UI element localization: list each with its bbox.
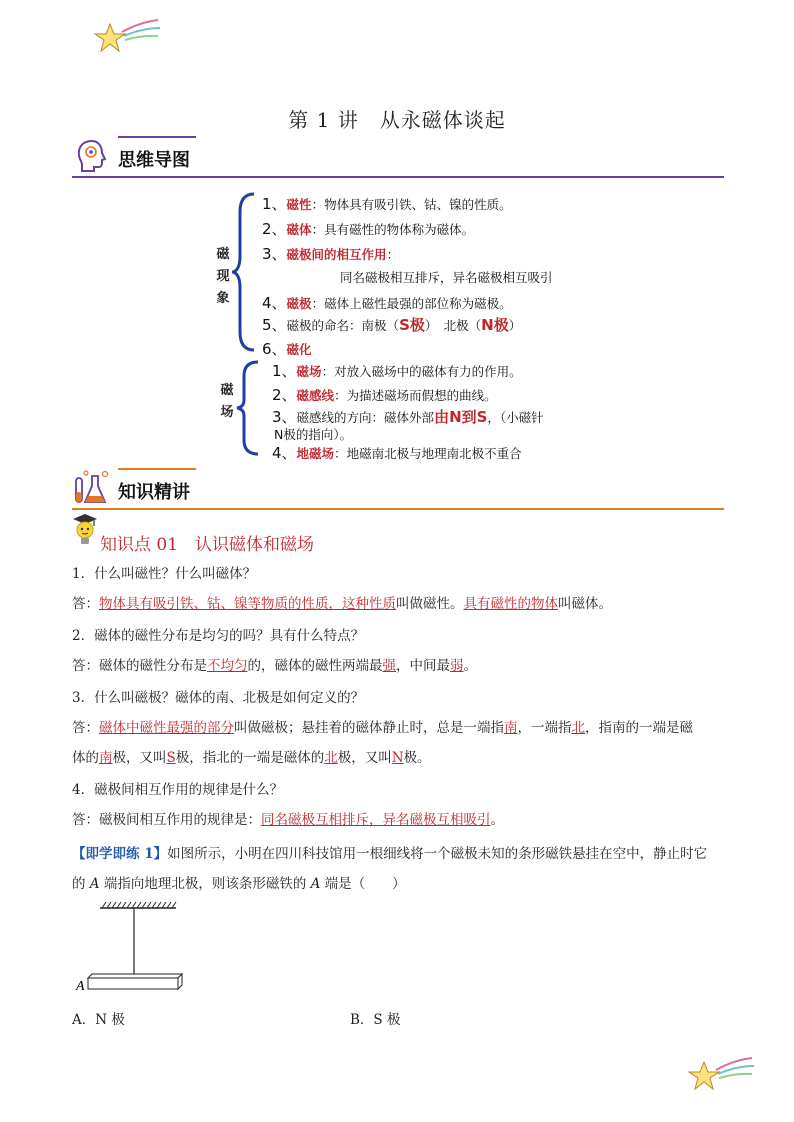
answer-blank: N (391, 750, 404, 766)
question-4: 4．磁极间相互作用的规律是什么？ (72, 782, 284, 798)
exercise-text: 如图所示，小明在四川科技馆用一根细线将一个磁极未知的条形磁铁悬挂在空中，静止时它 (167, 846, 708, 862)
magnet-end-label: A (76, 979, 85, 994)
answer-text: 答： (72, 596, 99, 612)
mm-num: 4、 (262, 294, 287, 312)
question-2: 2．磁体的磁性分布是均匀的吗？具有什么特点？ (72, 628, 365, 644)
mm-keyword: 磁化 (286, 342, 312, 357)
group1-char: 现 (216, 269, 230, 284)
answer-2 (72, 654, 477, 674)
answer-text: 叫做磁性。 (396, 596, 464, 612)
answer-3-line-2 (72, 746, 431, 766)
answer-1 (72, 592, 612, 612)
answer-text: 体的 (72, 750, 99, 766)
page-title: 第 1 讲 从永磁体谈起 (288, 108, 506, 132)
mm-text: ：地磁南北极与地理南北极不重合 (334, 446, 522, 461)
mm-text: ：物体具有吸引铁、钴、镍的性质。 (311, 197, 512, 212)
answer-text: 的，磁体的磁性两端最 (247, 658, 383, 674)
mm-keyword: 磁感线 (296, 388, 335, 403)
hanging-magnet-figure (74, 898, 186, 998)
answer-blank: 具有磁性的物体 (463, 596, 558, 612)
group1-char: 象 (216, 291, 230, 306)
brace-group1-icon (232, 192, 256, 352)
mm-text: 磁感线的方向：磁体外部 (296, 410, 435, 425)
answer-text: 答： (72, 720, 99, 736)
answer-text: 答：磁极间相互作用的规律是： (72, 812, 261, 828)
mm-num: 1、 (262, 195, 287, 213)
mm-text: 同名磁极相互排斥，异名磁极相互吸引 (340, 270, 553, 285)
mm-keyword: 磁场 (296, 364, 322, 379)
exercise-text: 的 (72, 876, 90, 892)
answer-blank: 同名磁极互相排斥，异名磁极互相吸引 (261, 812, 491, 828)
exercise-line-1 (72, 842, 707, 862)
answer-blank: 北 (324, 750, 338, 766)
group2-char: 场 (220, 405, 234, 420)
mm-text: 磁极的命名：南极（ (286, 318, 400, 333)
section-knowledge-title: 知识精讲 (118, 482, 190, 503)
mm-text: ：为描述磁场而假想的曲线。 (334, 388, 497, 403)
mm2-item-4 (272, 442, 522, 463)
question-3: 3．什么叫磁极？磁体的南、北极是如何定义的？ (72, 690, 365, 706)
answer-blank: 强 (382, 658, 396, 674)
mm-num: 4、 (272, 444, 297, 462)
section-knowledge-header (72, 468, 724, 510)
mm-item-3-detail (340, 268, 553, 286)
mm-keyword: 磁极 (286, 296, 312, 311)
mm-item-4 (262, 292, 512, 313)
mm-num: 5、 (262, 316, 287, 334)
option-b[interactable]: B．S 极 (350, 1012, 401, 1028)
exercise-tag: 【即学即练 1】 (72, 846, 168, 862)
answer-text: ，指南的一端是磁 (585, 720, 693, 736)
mm-text: ） (508, 318, 522, 333)
mm-keyword: 磁体 (286, 222, 312, 237)
mindmap-group2-label (219, 380, 235, 424)
mm-num: 3、 (262, 245, 287, 263)
mm-num: 2、 (262, 220, 287, 238)
header-underline (72, 508, 724, 510)
header-accent-line (118, 136, 196, 138)
exercise-var: A (310, 876, 321, 892)
answer-4 (72, 808, 504, 828)
lab-flask-icon (72, 468, 112, 508)
mm-item-1 (262, 193, 512, 214)
answer-text: 叫做磁极；悬挂着的磁体静止时，总是一端指 (234, 720, 504, 736)
mm-text: ：磁体上磁性最强的部位称为磁极。 (311, 296, 512, 311)
mm-num: 2、 (272, 386, 297, 404)
exercise-text: 端指向地理北极，则该条形磁铁的 (99, 876, 311, 892)
mm-text: ：对放入磁场中的磁体有力的作用。 (321, 364, 522, 379)
mm-num: 1、 (272, 362, 297, 380)
answer-text: 极，又叫 (337, 750, 392, 766)
exercise-text: 端是（ ） (320, 876, 406, 892)
mm-red-text: S极 (399, 316, 425, 334)
answer-blank: S (166, 750, 176, 766)
question-1: 1．什么叫磁性？什么叫磁体？ (72, 566, 257, 582)
answer-blank: 不均匀 (207, 658, 248, 674)
header-underline (72, 176, 724, 178)
brain-head-icon (74, 138, 110, 174)
mm-text: ：具有磁性的物体称为磁体。 (311, 222, 475, 237)
answer-text: 极。 (403, 750, 431, 766)
answer-blank: 北 (571, 720, 585, 736)
mm-keyword: 地磁场 (296, 446, 335, 461)
mm-num: 3、 (272, 408, 297, 426)
mm-keyword: 磁极间的相互作用 (286, 247, 387, 262)
mm-text: ） 北极（ (424, 318, 482, 333)
answer-blank: 弱 (450, 658, 464, 674)
answer-text: 。 (490, 812, 504, 828)
knowledge-point-title: 知识点 01 认识磁体和磁场 (100, 535, 315, 555)
mm-text: ，（小磁针 (487, 410, 544, 425)
answer-blank: 南 (99, 750, 113, 766)
mm-text: N极的指向）。 (274, 427, 353, 442)
lightbulb-scholar-icon (70, 512, 100, 548)
answer-text: 叫磁体。 (558, 596, 612, 612)
brace-group2-icon (236, 360, 260, 456)
section-mindmap-title: 思维导图 (118, 150, 190, 171)
mm-item-5 (262, 314, 521, 335)
mm-red-text: N极 (481, 316, 509, 334)
mm2-item-3 (272, 406, 544, 427)
mm2-item-1 (272, 360, 522, 381)
star-decoration-top-icon (92, 18, 164, 58)
star-decoration-bottom-icon (686, 1056, 758, 1096)
mm2-item-3-cont (274, 425, 352, 443)
mm-red-text: 由N到S (434, 408, 488, 426)
mindmap-group1-label (215, 244, 231, 310)
mm-item-6 (262, 338, 312, 359)
exercise-var: A (89, 876, 100, 892)
answer-text: 。 (463, 658, 477, 674)
answer-text: 极，指北的一端是磁体的 (175, 750, 325, 766)
exercise-line-2 (72, 872, 406, 892)
answer-3-line-1 (72, 716, 693, 736)
answer-text: 答：磁体的磁性分布是 (72, 658, 207, 674)
header-accent-line (118, 468, 196, 470)
answer-blank: 南 (504, 720, 518, 736)
section-mindmap-header (72, 136, 724, 178)
answer-blank: 物体具有吸引铁、钴、镍等物质的性质，这种性质 (99, 596, 396, 612)
mm2-item-2 (272, 384, 497, 405)
mm-num: 6、 (262, 340, 287, 358)
group2-char: 磁 (220, 383, 234, 398)
mm-keyword: 磁性 (286, 197, 312, 212)
answer-text: 极，又叫 (112, 750, 167, 766)
option-a[interactable]: A．N 极 (72, 1012, 125, 1028)
mm-text: ： (386, 247, 400, 262)
answer-text: ，一端指 (517, 720, 572, 736)
answer-blank: 磁体中磁性最强的部分 (99, 720, 234, 736)
mm-item-3 (262, 243, 399, 264)
group1-char: 磁 (216, 247, 230, 262)
answer-text: ，中间最 (396, 658, 450, 674)
mm-item-2 (262, 218, 474, 239)
